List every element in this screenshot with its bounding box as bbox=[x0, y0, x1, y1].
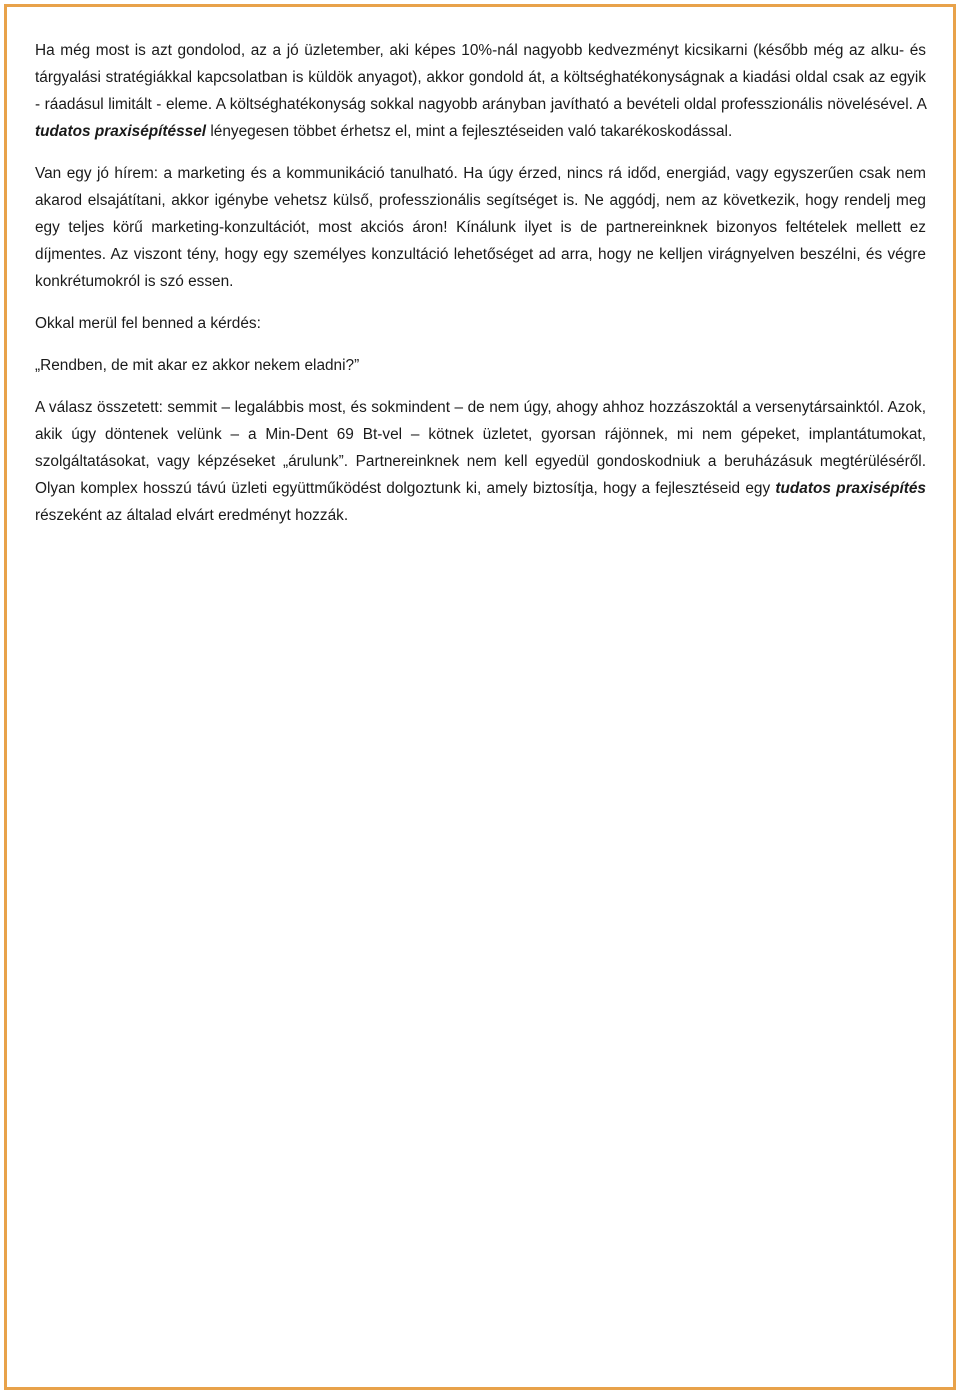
paragraph-text: A válasz összetett: semmit – legalábbis most, és sokmindent – de nem úgy, ahogy ahhoz hozzászoktál a versenytársainktól. Azok, akik úgy döntenek velünk – a Min-Dent 69 Bt-vel – kötnek üzletet, gyorsan rájönnek, mi nem gépeket, implantátumokat, szolgáltatásokat, vagy képzéseket „árulunk”. Partnereinknek nem kell egyedül gondoskodniuk a beruházásuk megtérüléséről. Olyan komplex hosszú távú üzleti együttműködést dolgoztunk ki, amely biztosítja, hogy a fejlesztéseid egy bbox=[35, 399, 926, 497]
paragraph-marketing-learnable: Van egy jó hírem: a marketing és a kommunikáció tanulható. Ha úgy érzed, nincs rá időd, energiád, vagy egyszerűen csak nem akarod elsajátítani, akkor igénybe vehetsz külső, professzionális segítséget is. Ne aggódj, nem az következik, hogy rendelj meg egy teljes körű marketing-konzultációt, most akciós áron! Kínálunk ilyet is de partnereinknek bizonyos feltételek mellett ez díjmentes. Az viszont tény, hogy egy személyes konzultáció lehetőséget ad arra, hogy ne kelljen virágnyelven beszélni, és végre konkrétumokról is szó essen. bbox=[35, 165, 926, 290]
paragraph-text: lényegesen többet érhetsz el, mint a fejlesztéseiden való takarékoskodással. bbox=[206, 123, 733, 140]
paragraph-answer bbox=[35, 394, 926, 529]
emphasis-conscious-practice-building: tudatos praxisépítéssel bbox=[35, 123, 207, 140]
paragraph-cost-efficiency bbox=[35, 37, 926, 145]
paragraph-text: részeként az általad elvárt eredményt hozzák. bbox=[35, 507, 349, 524]
paragraph-question-intro: Okkal merül fel benned a kérdés: bbox=[35, 315, 261, 332]
document-body bbox=[35, 37, 926, 544]
emphasis-conscious-practice-building: tudatos praxisépítés bbox=[775, 480, 926, 497]
paragraph-text: Ha még most is azt gondolod, az a jó üzletember, aki képes 10%-nál nagyobb kedvezményt kicsikarni (később még az alku- és tárgyalási stratégiákkal kapcsolatban is küldök anyagot), akkor gondold át, a költséghatékonyságnak a kiadási oldal csak az egyik - ráadásul limitált - eleme. A költséghatékonyság sokkal nagyobb arányban javítható a bevételi oldal professzionális növelésével. A bbox=[35, 42, 926, 113]
paragraph-quoted-question: „Rendben, de mit akar ez akkor nekem eladni?” bbox=[35, 357, 360, 374]
